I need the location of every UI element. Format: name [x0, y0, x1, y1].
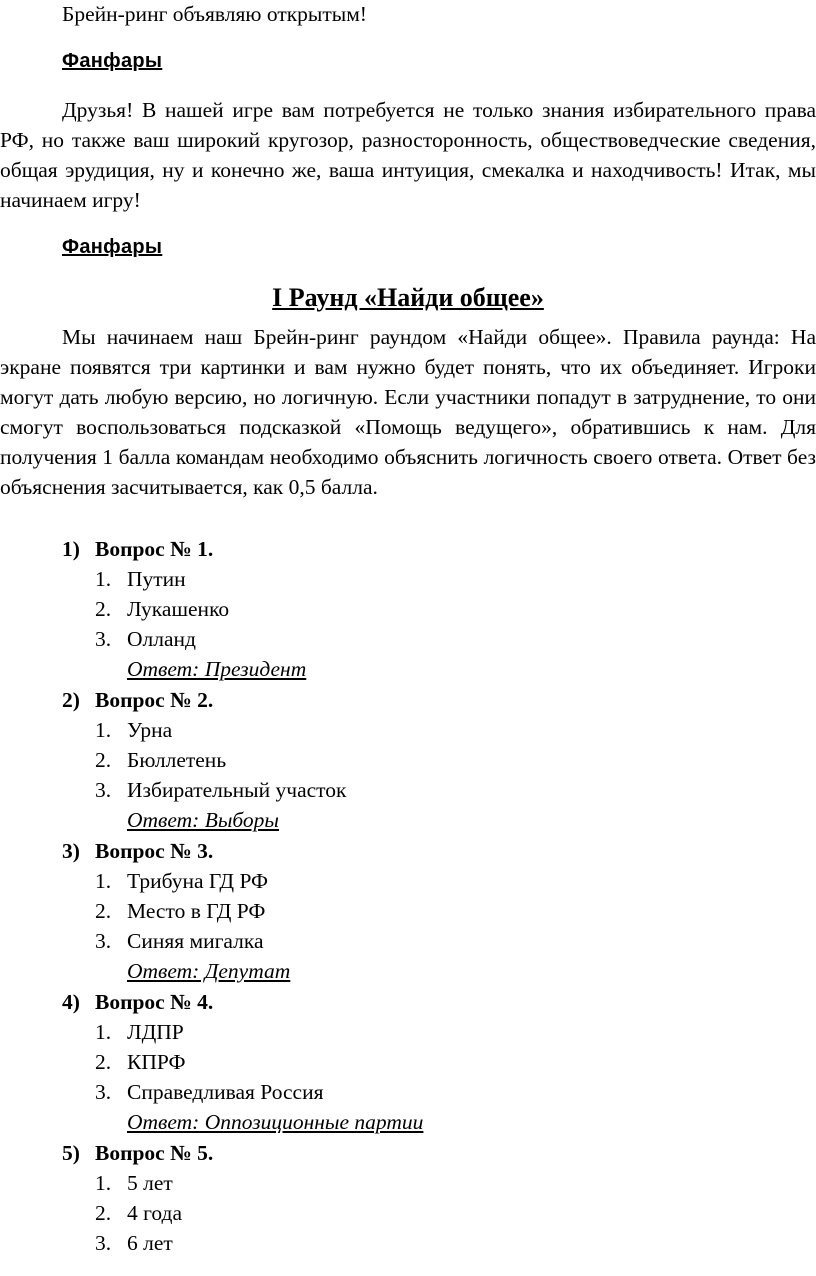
question-4 [62, 990, 213, 1015]
fanfare-heading-2: Фанфары [62, 236, 163, 258]
list-item: 3. Избирательный участок [95, 778, 347, 802]
list-item: 1. Трибуна ГД РФ [95, 869, 269, 893]
answer-line: Ответ: Президент [127, 657, 307, 681]
list-item: 3. Синяя мигалка [95, 929, 264, 953]
question-2 [62, 688, 213, 713]
list-item: 1. ЛДПР [95, 1020, 184, 1044]
list-item: 3. 6 лет [95, 1231, 173, 1255]
question-number: 4) [62, 990, 80, 1014]
list-item: 1. Путин [95, 567, 186, 591]
list-item: 1. 5 лет [95, 1171, 173, 1195]
round-title: I Раунд «Найди общее» [272, 283, 544, 312]
list-item: 2. Лукашенко [95, 597, 230, 621]
answer-line: Ответ: Депутат [127, 959, 291, 983]
question-number: 3) [62, 839, 80, 863]
question-title: Вопрос № 3. [95, 839, 214, 863]
list-item: 2. 4 года [95, 1201, 183, 1225]
question-3 [62, 839, 213, 864]
answer-line: Ответ: Оппозиционные партии [127, 1110, 424, 1134]
list-item: 2. Место в ГД РФ [95, 899, 266, 923]
question-title: Вопрос № 1. [95, 537, 214, 561]
fanfare-heading-1: Фанфары [62, 50, 163, 72]
list-item: 3. Справедливая Россия [95, 1080, 324, 1104]
question-number: 2) [62, 688, 80, 712]
question-1 [62, 537, 213, 562]
question-title: Вопрос № 5. [95, 1141, 214, 1165]
list-item: 2. КПРФ [95, 1050, 186, 1074]
answer-line: Ответ: Выборы [127, 808, 279, 832]
question-5 [62, 1141, 213, 1166]
list-item: 1. Урна [95, 718, 173, 742]
question-title: Вопрос № 4. [95, 990, 214, 1014]
intro-paragraph: Друзья! В нашей игре вам потребуется не только знания избирательного права РФ, но также ваш широкий кругозор, разносторонность, обществоведческие сведения, общая эрудиция, ну и конечно же, ваша интуиция, смекалка и находчивость! Итак, мы начинаем игру! [0, 98, 816, 212]
opening-line: Брейн-ринг объявляю открытым! [62, 2, 367, 26]
round-rules-paragraph: Мы начинаем наш Брейн-ринг раундом «Найди общее». Правила раунда: На экране появятся три картинки и вам нужно будет понять, что их объединяет. Игроки могут дать любую версию, но логичную. Если участники попадут в затруднение, то они смогут воспользоваться подсказкой «Помощь ведущего», обратившись к нам. Для получения 1 балла командам необходимо объяснить логичность своего ответа. Ответ без объяснения засчитывается, как 0,5 балла. [0, 325, 816, 499]
question-number: 1) [62, 537, 80, 561]
question-title: Вопрос № 2. [95, 688, 214, 712]
question-number: 5) [62, 1141, 80, 1165]
list-item: 3. Олланд [95, 627, 196, 651]
list-item: 2. Бюллетень [95, 748, 227, 772]
